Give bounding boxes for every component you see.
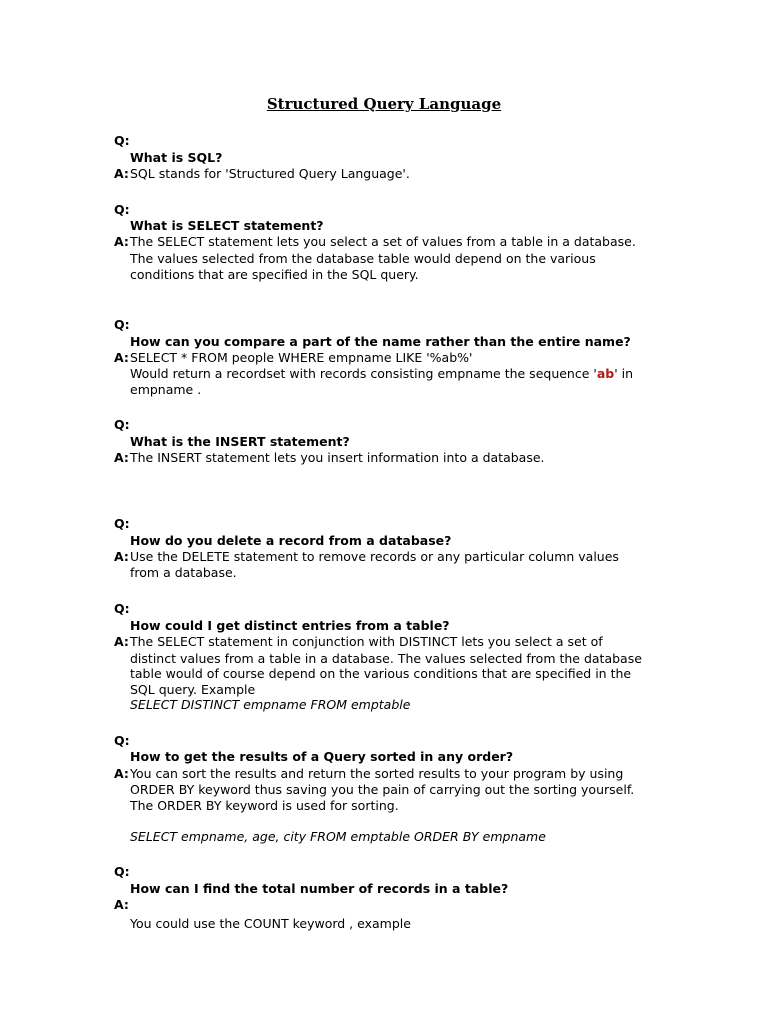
- answer-line: table would of course depend on the various conditions that are specified in the: [130, 666, 632, 681]
- a-marker: A:: [114, 166, 129, 181]
- q-marker: Q:: [114, 317, 130, 332]
- answer-line: The values selected from the database table would depend on the various: [130, 251, 596, 266]
- a-marker: A:: [114, 766, 129, 781]
- question: What is SELECT statement?: [130, 218, 324, 233]
- question: How could I get distinct entries from a table?: [130, 618, 450, 633]
- highlight-text: ab: [596, 366, 615, 381]
- answer-line: The SELECT statement in conjunction with DISTINCT lets you select a set of: [130, 634, 603, 649]
- answer-line: The SELECT statement lets you select a set of values from a table in a database.: [130, 234, 636, 249]
- answer-line: conditions that are specified in the SQL query.: [130, 267, 419, 282]
- a-marker: A:: [114, 897, 129, 912]
- question: How do you delete a record from a database?: [130, 533, 452, 548]
- sql-example: SELECT empname, age, city FROM emptable ORDER BY empname: [130, 829, 546, 844]
- answer-line: empname .: [130, 382, 202, 397]
- question: How to get the results of a Query sorted in any order?: [130, 749, 514, 764]
- a-marker: A:: [114, 350, 129, 365]
- answer-line: ORDER BY keyword thus saving you the pain of carrying out the sorting yourself.: [130, 782, 635, 797]
- answer-line: [130, 366, 633, 382]
- answer-text: Would return a recordset with records consisting empname the sequence ': [130, 366, 597, 381]
- answer-line: distinct values from a table in a database. The values selected from the database: [130, 651, 642, 666]
- question: What is SQL?: [130, 150, 223, 165]
- q-marker: Q:: [114, 733, 130, 748]
- answer-line: Use the DELETE statement to remove records or any particular column values: [130, 549, 619, 564]
- q-marker: Q:: [114, 417, 130, 432]
- question: How can you compare a part of the name rather than the entire name?: [130, 334, 631, 349]
- sql-example: SELECT DISTINCT empname FROM emptable: [130, 697, 411, 712]
- answer-line: The ORDER BY keyword is used for sorting.: [130, 798, 399, 813]
- q-marker: Q:: [114, 516, 130, 531]
- answer-line: You could use the COUNT keyword , example: [130, 916, 411, 931]
- document-title: Structured Query Language: [266, 95, 502, 113]
- a-marker: A:: [114, 450, 129, 465]
- answer-line: SQL stands for 'Structured Query Language'.: [130, 166, 410, 181]
- q-marker: Q:: [114, 601, 130, 616]
- a-marker: A:: [114, 234, 129, 249]
- q-marker: Q:: [114, 202, 130, 217]
- answer-text: ' in: [614, 366, 634, 381]
- answer-line: from a database.: [130, 565, 237, 580]
- question: How can I find the total number of records in a table?: [130, 881, 509, 896]
- answer-line: SQL query. Example: [130, 682, 256, 697]
- question: What is the INSERT statement?: [130, 434, 350, 449]
- answer-line: The INSERT statement lets you insert information into a database.: [130, 450, 545, 465]
- a-marker: A:: [114, 634, 129, 649]
- answer-line: SELECT * FROM people WHERE empname LIKE '%ab%': [130, 350, 473, 365]
- answer-line: You can sort the results and return the sorted results to your program by using: [130, 766, 624, 781]
- q-marker: Q:: [114, 133, 130, 148]
- a-marker: A:: [114, 549, 129, 564]
- q-marker: Q:: [114, 864, 130, 879]
